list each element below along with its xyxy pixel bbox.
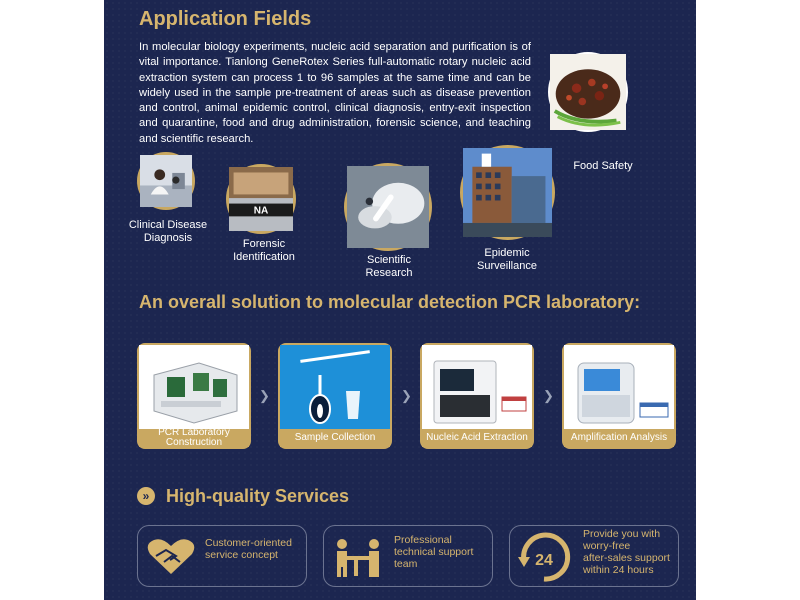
step-arrow-icon: ❯ <box>259 388 270 403</box>
service-text: Professional technical support team <box>394 534 474 570</box>
sample-collection-image <box>280 345 390 431</box>
24-hours-icon <box>514 531 574 581</box>
services-title: High-quality Services <box>166 486 350 506</box>
scientific-research-photo <box>344 163 432 251</box>
handshake-heart-icon <box>146 536 196 576</box>
field-label-forensic: Forensic Identification <box>233 238 295 263</box>
application-intro-paragraph: In molecular biology experiments, nucleic acid separation and purification is of vital importance. Tianlong GeneRotex Series full-automatic rotary nucleic acid extraction system can process 1 to 96 samples at the same time and can be widely used in the sample pre-treatment of areas such as disease prevention and control, animal epidemic control, clinical diagnosis, entry-exit inspection and quarantine, food and drug administration, forensic science, and teaching and scientific research. <box>139 41 531 145</box>
pcr-laboratory-image <box>139 345 249 431</box>
service-card-after-sales <box>509 525 679 587</box>
field-label-food-safety: Food Safety <box>573 160 633 172</box>
step-nucleic-acid-extraction <box>420 343 534 449</box>
step-amplification-analysis <box>562 343 676 449</box>
clinical-diagnosis-photo <box>137 152 195 210</box>
service-card-technical-support <box>323 525 493 587</box>
epidemic-surveillance-photo <box>460 145 555 240</box>
field-label-scientific: Scientific Research <box>365 254 413 279</box>
svg-text:24: 24 <box>535 552 553 569</box>
service-text: Customer-oriented service concept <box>205 537 292 561</box>
field-label-epidemic: Epidemic Surveillance <box>477 247 537 272</box>
application-fields-title: Application Fields <box>139 8 312 30</box>
pcr-solution-title: An overall solution to molecular detection PCR laboratory: <box>139 292 641 312</box>
nucleic-acid-extractor-image <box>422 345 532 431</box>
step-arrow-icon: ❯ <box>401 388 412 403</box>
svg-text:NA: NA <box>253 205 269 217</box>
step-pcr-laboratory-construction <box>137 343 251 449</box>
step-label: Sample Collection <box>280 429 390 447</box>
service-text: Provide you with worry-free after-sales support within 24 hours <box>583 528 670 576</box>
amplification-analyzer-image <box>564 345 674 431</box>
step-arrow-icon: ❯ <box>543 388 554 403</box>
service-card-customer <box>137 525 307 587</box>
step-sample-collection <box>278 343 392 449</box>
step-label: Nucleic Acid Extraction <box>422 429 532 447</box>
content-panel <box>104 0 696 600</box>
forensic-identification-photo <box>226 164 296 234</box>
step-label: Amplification Analysis <box>564 429 674 447</box>
field-label-clinical: Clinical Disease Diagnosis <box>128 219 208 244</box>
step-label: PCR Laboratory Construction <box>139 429 249 447</box>
food-safety-photo <box>548 52 628 132</box>
technical-team-icon <box>330 534 386 578</box>
chevrons-icon: » <box>137 487 155 505</box>
